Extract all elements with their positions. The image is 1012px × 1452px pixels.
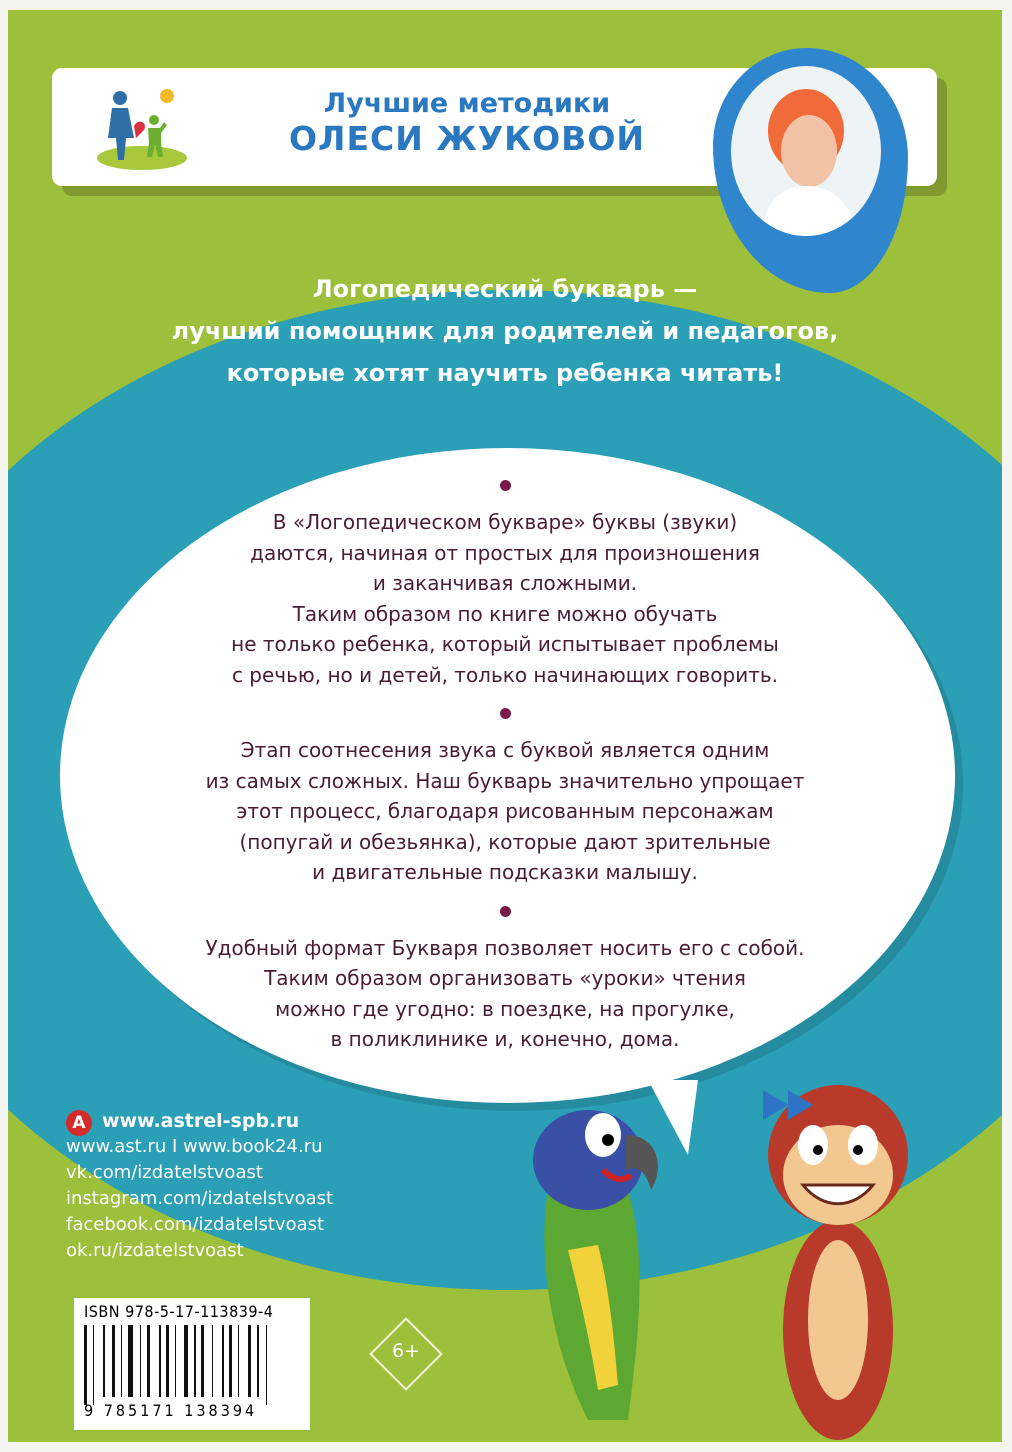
isbn-barcode-box [74, 1298, 310, 1430]
barcode-bar [96, 1325, 101, 1397]
bullet-dot [500, 906, 511, 917]
barcode-bar [197, 1325, 199, 1397]
description [8, 480, 1002, 1073]
bullet-dot [500, 708, 511, 719]
age-rating: 6+ [391, 1340, 420, 1362]
text-line: можно где угодно: в поездке, на прогулке, [275, 996, 735, 1021]
series-author-name: ОЛЕСИ ЖУКОВОЙ [288, 119, 646, 158]
text-line: с речью, но и детей, только начинающих говорить. [231, 662, 779, 687]
tagline [8, 268, 1002, 394]
text-line: этот процесс, благодаря рисованным персонажам [236, 799, 774, 823]
barcode-bar [201, 1325, 204, 1397]
barcode-bar [166, 1325, 169, 1397]
barcode-bar [134, 1325, 137, 1397]
barcode-bar [212, 1325, 214, 1397]
barcode-bar [143, 1325, 145, 1397]
text-line: даются, начиная от простых для произношения [250, 540, 760, 565]
barcode [84, 1325, 300, 1405]
barcode-bar [103, 1325, 105, 1397]
book-back-cover [8, 10, 1002, 1442]
barcode-bar [184, 1325, 189, 1397]
barcode-bar [175, 1325, 177, 1397]
barcode-bar [215, 1325, 220, 1397]
barcode-bar [147, 1325, 150, 1397]
characters-illustration [508, 1080, 988, 1442]
text-line: и двигательные подсказки малышу. [312, 860, 698, 884]
link-astrel[interactable]: www.astrel-spb.ru [102, 1110, 300, 1132]
barcode-bar [238, 1325, 240, 1397]
tagline-line: лучший помощник для родителей и педагогов, [171, 317, 839, 345]
barcode-bar [93, 1325, 95, 1405]
text-line: в поликлинике и, конечно, дома. [330, 1027, 680, 1051]
text-line: Удобный формат Букваря позволяет носить его с собой. [205, 935, 805, 960]
barcode-bar [194, 1325, 196, 1397]
barcode-bar [117, 1325, 119, 1397]
barcode-bar [171, 1325, 173, 1397]
barcode-bar [162, 1325, 164, 1397]
family-logo-icon [92, 86, 192, 171]
text-line: из самых сложных. Наш букварь значительно упрощает [205, 768, 805, 793]
barcode-bar [253, 1325, 255, 1397]
isbn-label: ISBN 978-5-17-113839-4 [84, 1302, 274, 1321]
barcode-bar [225, 1325, 227, 1397]
bullet-dot [500, 480, 511, 491]
link-ok[interactable]: ok.ru/izdatelstvoast [66, 1240, 244, 1261]
barcode-bar [89, 1325, 91, 1405]
barcode-bar [140, 1325, 142, 1397]
paragraph-3 [8, 933, 1002, 1055]
barcode-bar [241, 1325, 246, 1397]
text-line: не только ребенка, который испытывает проблемы [231, 632, 779, 656]
publisher-links [66, 1108, 333, 1264]
paragraph-2 [8, 735, 1002, 888]
tagline-line: Логопедический букварь — [312, 275, 698, 303]
paragraph-1 [8, 507, 1002, 690]
link-facebook[interactable]: facebook.com/izdatelstvoast [66, 1214, 325, 1235]
link-instagram[interactable]: instagram.com/izdatelstvoast [66, 1188, 334, 1209]
parrot-illustration [533, 1110, 658, 1420]
barcode-bar [234, 1325, 236, 1397]
barcode-bar [269, 1325, 271, 1405]
text-line: В «Логопедическом букваре» буквы (звуки) [272, 510, 738, 534]
barcode-bar [128, 1325, 133, 1397]
link-ast-book24[interactable]: www.ast.ru I www.book24.ru [66, 1136, 323, 1157]
barcode-bar [248, 1325, 251, 1397]
series-title-line1: Лучшие методики [323, 88, 611, 119]
text-line: Этап соотнесения звука с буквой является одним [240, 738, 770, 762]
barcode-bar [112, 1325, 115, 1397]
barcode-bar [106, 1325, 109, 1397]
barcode-bar [84, 1325, 87, 1405]
barcode-bar [257, 1325, 259, 1397]
author-photo [731, 66, 881, 236]
barcode-bar [159, 1325, 161, 1397]
link-vk[interactable]: vk.com/izdatelstvoast [66, 1162, 263, 1183]
barcode-bar [222, 1325, 224, 1397]
text-line: и заканчивая сложными. [372, 571, 638, 595]
monkey-illustration [763, 1085, 908, 1440]
barcode-number: 9 785171 138394 [84, 1401, 258, 1420]
barcode-bar [190, 1325, 192, 1397]
barcode-bar [121, 1325, 123, 1397]
barcode-bar [266, 1325, 268, 1405]
text-line: Таким образом по книге можно обучать [292, 601, 718, 626]
publisher-logo-icon: А [66, 1110, 92, 1136]
barcode-bar [124, 1325, 126, 1397]
barcode-bar [260, 1325, 263, 1405]
barcode-bar [206, 1325, 209, 1397]
barcode-bar [229, 1325, 232, 1397]
text-line: Таким образом организовать «уроки» чтения [264, 966, 746, 990]
author-portrait-frame [713, 48, 908, 293]
tagline-line: которые хотят научить ребенка читать! [226, 359, 784, 387]
text-line: (попугай и обезьянка), которые дают зрительные [239, 829, 771, 854]
barcode-bar [178, 1325, 181, 1405]
barcode-bar [152, 1325, 157, 1397]
